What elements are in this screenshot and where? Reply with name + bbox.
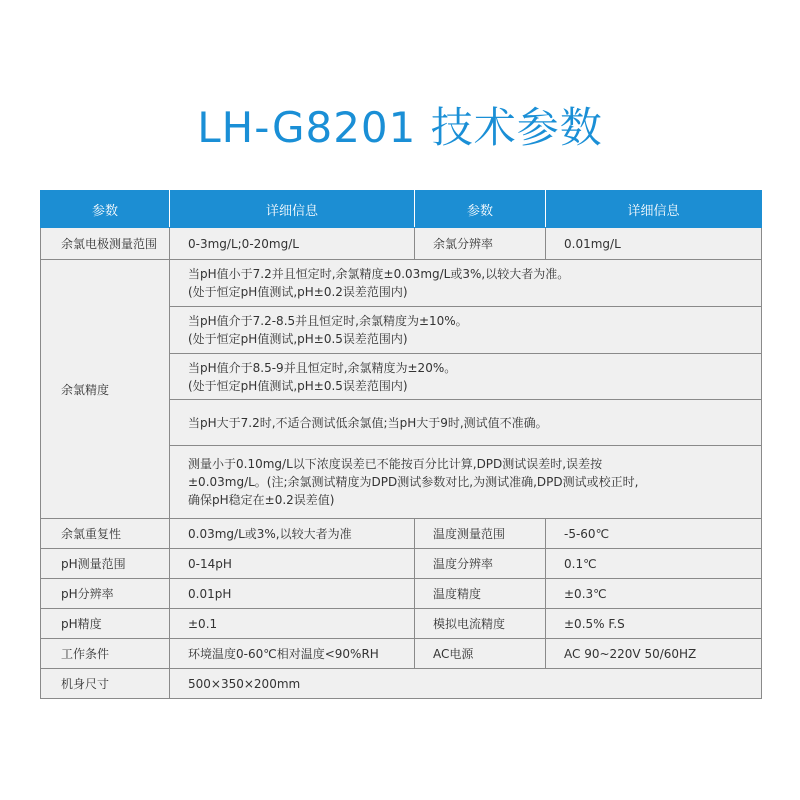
row-value: 0-3mg/L;0-20mg/L <box>170 228 415 260</box>
accuracy-line: 当pH值小于7.2并且恒定时,余氯精度±0.03mg/L或3%,以较大者为准。 <box>188 267 570 281</box>
row-label: 温度分辨率 <box>415 549 546 579</box>
accuracy-item <box>170 354 762 400</box>
row-label: 余氯分辨率 <box>415 228 546 260</box>
row-value: 0.01mg/L <box>546 228 762 260</box>
table-row <box>41 579 762 609</box>
row-value: 0.03mg/L或3%,以较大者为准 <box>170 519 415 549</box>
accuracy-line: (处于恒定pH值测试,pH±0.2误差范围内) <box>188 285 408 299</box>
row-value: 500×350×200mm <box>170 669 762 699</box>
table-row <box>41 669 762 699</box>
row-value: ±0.3℃ <box>546 579 762 609</box>
accuracy-item <box>170 260 762 307</box>
row-label: 模拟电流精度 <box>415 609 546 639</box>
spec-table <box>40 190 762 699</box>
accuracy-row <box>41 260 762 307</box>
row-label: 工作条件 <box>41 639 170 669</box>
accuracy-line: ±0.03mg/L。(注;余氯测试精度为DPD测试参数对比,为测试准确,DPD测试或校正时, <box>188 475 639 489</box>
table-row <box>41 228 762 260</box>
row-label: 机身尺寸 <box>41 669 170 699</box>
table-row <box>41 549 762 579</box>
header-param-2: 参数 <box>415 191 546 228</box>
row-value: -5-60℃ <box>546 519 762 549</box>
table-header <box>41 191 762 228</box>
row-value: AC 90~220V 50/60HZ <box>546 639 762 669</box>
accuracy-label: 余氯精度 <box>41 260 170 519</box>
row-value: ±0.5% F.S <box>546 609 762 639</box>
row-label: 温度测量范围 <box>415 519 546 549</box>
table-row <box>41 519 762 549</box>
accuracy-item <box>170 446 762 519</box>
page-title: LH-G8201 技术参数 <box>197 103 603 152</box>
accuracy-line: 确保pH稳定在±0.2误差值) <box>188 493 335 507</box>
row-label: 温度精度 <box>415 579 546 609</box>
row-value: ±0.1 <box>170 609 415 639</box>
table-row <box>41 609 762 639</box>
accuracy-line: 当pH大于7.2时,不适合测试低余氯值;当pH大于9时,测试值不准确。 <box>188 415 548 430</box>
accuracy-item <box>170 307 762 354</box>
accuracy-line: (处于恒定pH值测试,pH±0.5误差范围内) <box>188 332 408 346</box>
accuracy-line: 当pH值介于7.2-8.5并且恒定时,余氯精度为±10%。 <box>188 314 468 328</box>
row-label: pH精度 <box>41 609 170 639</box>
row-value: 0.01pH <box>170 579 415 609</box>
row-value: 0.1℃ <box>546 549 762 579</box>
row-value: 环境温度0-60℃相对温度<90%RH <box>170 639 415 669</box>
row-label: 余氯重复性 <box>41 519 170 549</box>
accuracy-item <box>170 400 762 446</box>
accuracy-line: 当pH值介于8.5-9并且恒定时,余氯精度为±20%。 <box>188 360 457 375</box>
row-label: AC电源 <box>415 639 546 669</box>
header-detail-1: 详细信息 <box>170 191 415 228</box>
row-label: pH分辨率 <box>41 579 170 609</box>
accuracy-line: (处于恒定pH值测试,pH±0.5误差范围内) <box>188 378 408 393</box>
row-label: pH测量范围 <box>41 549 170 579</box>
header-param-1: 参数 <box>41 191 170 228</box>
row-value: 0-14pH <box>170 549 415 579</box>
table-row <box>41 639 762 669</box>
row-label: 余氯电极测量范围 <box>41 228 170 260</box>
accuracy-line: 测量小于0.10mg/L以下浓度误差已不能按百分比计算,DPD测试误差时,误差按 <box>188 457 603 471</box>
header-detail-2: 详细信息 <box>546 191 762 228</box>
